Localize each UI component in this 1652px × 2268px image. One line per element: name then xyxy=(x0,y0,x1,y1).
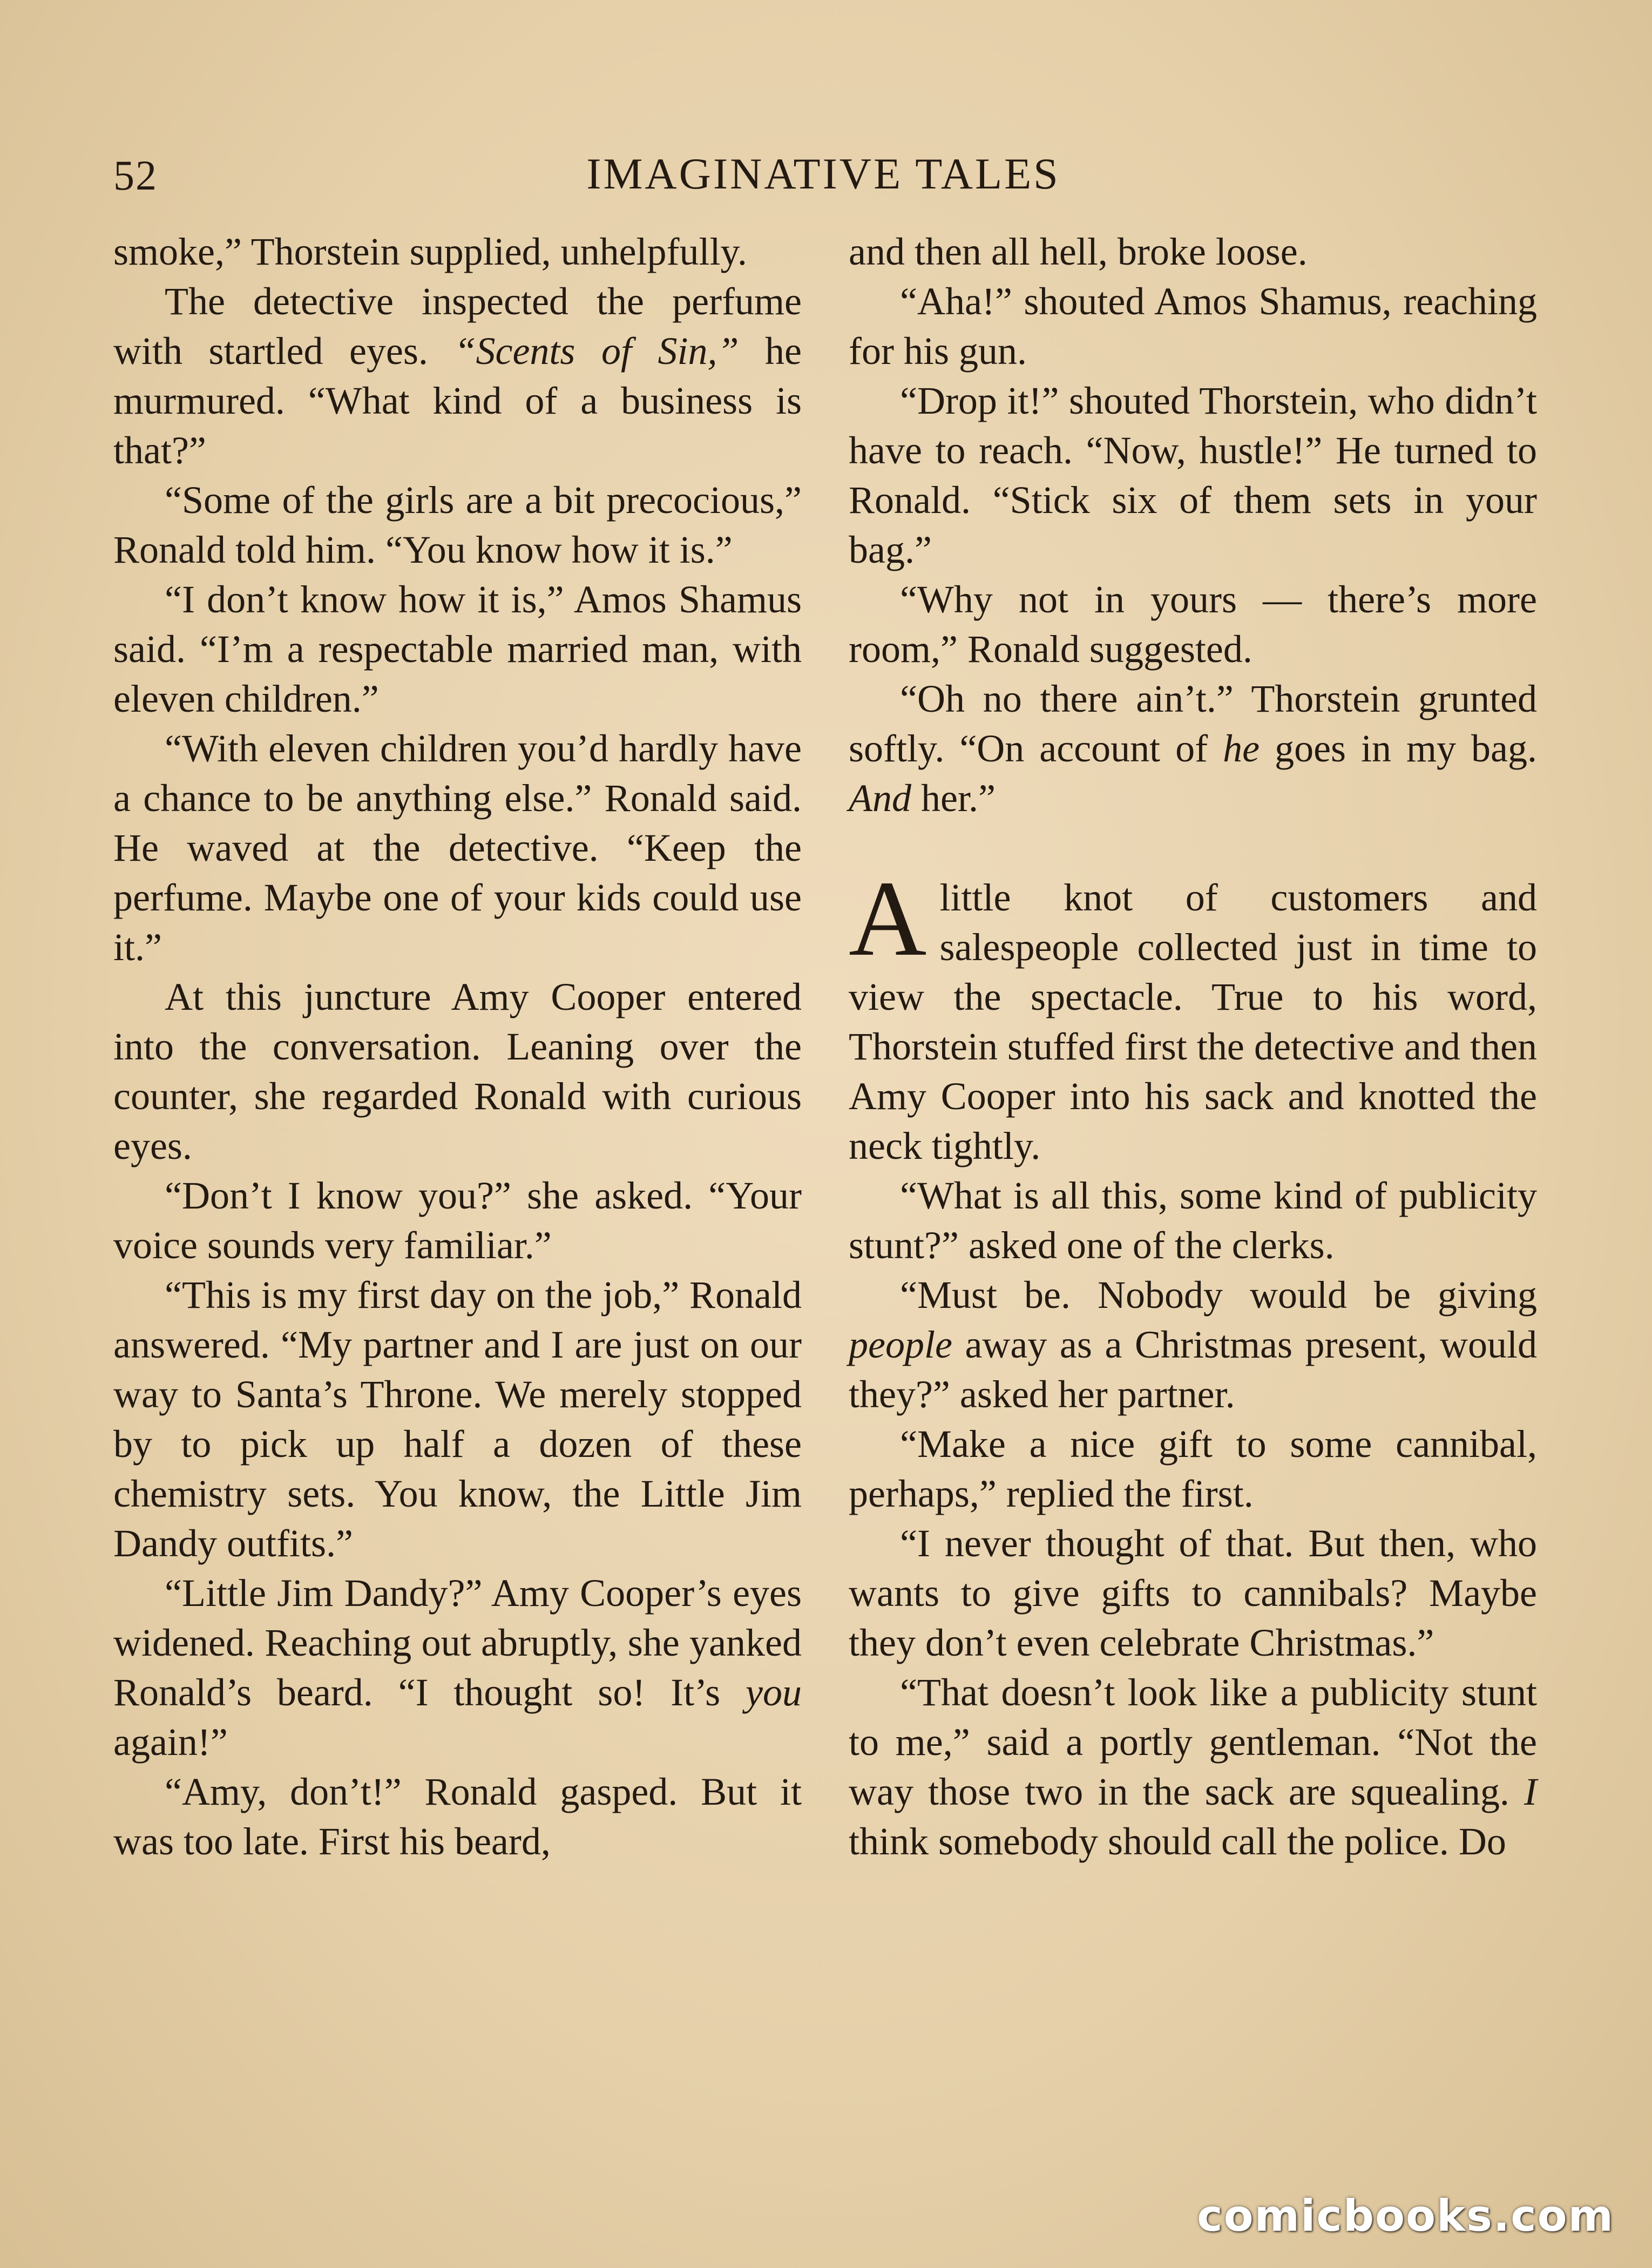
paragraph: “With eleven children you’d hardly have a chance to be anything else.” Ronald said. He waved at the detective. “Keep the perfume. Maybe one of your kids could use it.” xyxy=(113,727,802,969)
paragraph: “Oh no there ain’t.” Thorstein grunted softly. “On account of he goes in my bag. And her.” xyxy=(849,677,1537,820)
watermark: comicbooks.com xyxy=(1197,2191,1614,2241)
page-number: 52 xyxy=(113,152,158,199)
paragraph: “I don’t know how it is,” Amos Shamus said. “I’m a respectable married man, with eleven children.” xyxy=(113,578,802,720)
section-break xyxy=(849,823,1537,873)
paragraph: Alittle knot of customers and salespeople collected just in time to view the spectacle. True to his word, Thorstein stuffed first the detective and then Amy Cooper into his sack and knotted the neck tightly. xyxy=(849,859,1537,1167)
paragraph: The detective inspected the perfume with startled eyes. “Scents of Sin,” he murmured. “What kind of a business is that?” xyxy=(113,280,802,472)
paragraph: “Amy, don’t!” Ronald gasped. But it was too late. First his beard, xyxy=(113,1770,802,1863)
paragraph: “What is all this, some kind of publicity stunt?” asked one of the clerks. xyxy=(849,1174,1537,1267)
paragraph: smoke,” Thorstein supplied, unhelpfully. xyxy=(113,230,747,273)
paragraph: “Drop it!” shouted Thorstein, who didn’t have to reach. “Now, hustle!” He turned to Ronald. “Stick six of them sets in your bag.” xyxy=(849,379,1537,571)
paragraph: “I never thought of that. But then, who wants to give gifts to cannibals? Maybe they don’t even celebrate Christmas.” xyxy=(849,1522,1537,1664)
left-column xyxy=(113,227,802,1866)
paragraph: “Why not in yours — there’s more room,” Ronald suggested. xyxy=(849,578,1537,671)
drop-cap: A xyxy=(849,859,927,978)
running-title: IMAGINATIVE TALES xyxy=(586,149,1060,198)
paragraph: “This is my first day on the job,” Ronald answered. “My partner and I are just on our way to Santa’s Throne. We merely stopped by to pick up half a dozen of these chemistry sets. You know, the Little Jim Dandy outfits.” xyxy=(113,1273,802,1565)
paragraph: “That doesn’t look like a publicity stunt to me,” said a portly gentleman. “Not the way those two in the sack are squealing. I think somebody should call the police. Do xyxy=(849,1671,1537,1863)
paragraph: “Aha!” shouted Amos Shamus, reaching for his gun. xyxy=(849,280,1537,373)
paragraph: “Some of the girls are a bit precocious,” Ronald told him. “You know how it is.” xyxy=(113,478,802,571)
right-column xyxy=(849,227,1537,1866)
paragraph: At this juncture Amy Cooper entered into the conversation. Leaning over the counter, she regarded Ronald with curious eyes. xyxy=(113,975,802,1167)
paragraph: “Little Jim Dandy?” Amy Cooper’s eyes widened. Reaching out abruptly, she yanked Ronald’s beard. “I thought so! It’s you again!” xyxy=(113,1571,802,1764)
paragraph: “Make a nice gift to some cannibal, perhaps,” replied the first. xyxy=(849,1422,1537,1515)
paragraph: “Must be. Nobody would be giving people away as a Christmas present, would they?” asked her partner. xyxy=(849,1273,1537,1416)
page-header xyxy=(113,143,1533,197)
paragraph: and then all hell, broke loose. xyxy=(849,230,1308,273)
paragraph: “Don’t I know you?” she asked. “Your voice sounds very familiar.” xyxy=(113,1174,802,1267)
